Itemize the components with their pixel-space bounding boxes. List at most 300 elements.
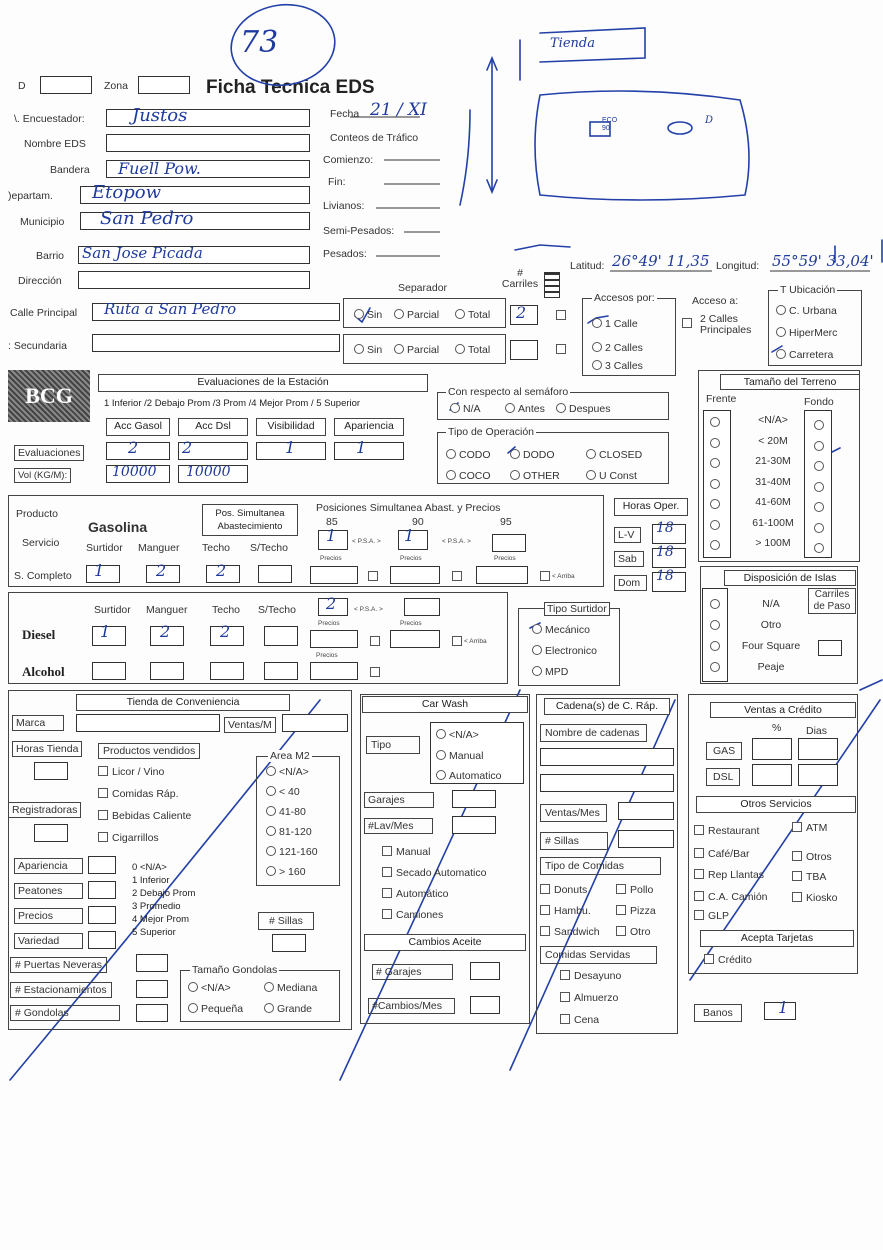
option-label: Donuts bbox=[554, 884, 588, 896]
otro-servicio-5[interactable] bbox=[792, 871, 826, 883]
dsl-pct-field[interactable] bbox=[752, 764, 792, 786]
gondola-mediana[interactable] bbox=[264, 982, 317, 994]
tipo-comida-1[interactable] bbox=[616, 884, 653, 896]
hw-municipio: San Pedro bbox=[100, 208, 194, 229]
nombre-cadenas-label: Nombre de cadenas bbox=[540, 724, 647, 742]
radio-icon bbox=[266, 866, 276, 876]
tienda-eval-label: Peatones bbox=[14, 883, 83, 899]
tipo-comida-2[interactable] bbox=[540, 905, 591, 917]
tienda-eval-field-3[interactable] bbox=[88, 931, 116, 949]
ventas-label: Ventas/M bbox=[224, 717, 276, 733]
a-manguer-field[interactable] bbox=[150, 662, 184, 680]
hw-tienda: Tienda bbox=[550, 36, 595, 51]
hw-pos-90: 1 bbox=[404, 526, 415, 545]
option-label: <N/A> bbox=[449, 729, 479, 741]
carwash-title: Car Wash bbox=[362, 696, 528, 713]
d-precio-1-field[interactable] bbox=[310, 630, 358, 648]
terreno-option-label: <N/A> bbox=[758, 414, 788, 426]
traffic-lanes-icon bbox=[544, 272, 560, 298]
scale-item: 5 Superior bbox=[132, 927, 176, 938]
checkbox-icon bbox=[792, 822, 802, 832]
islas-option-label: Otro bbox=[760, 619, 782, 631]
pesados-label: Pesados: bbox=[323, 248, 367, 260]
eval-apariencia-field[interactable] bbox=[334, 442, 404, 460]
option-label: Comidas Ráp. bbox=[112, 788, 179, 800]
radio-icon bbox=[188, 1003, 198, 1013]
precios-3: Precios bbox=[494, 555, 516, 562]
fondo-label: Fondo bbox=[804, 396, 834, 408]
hw-vol-gasol: 10000 bbox=[112, 464, 157, 480]
neveras-label: # Puertas Neveras bbox=[10, 957, 107, 973]
option-label: Pollo bbox=[630, 884, 654, 896]
octano-95: 95 bbox=[500, 516, 512, 528]
gondolas-field[interactable] bbox=[136, 1004, 168, 1022]
otro-servicio-8[interactable] bbox=[694, 910, 729, 922]
operacion-uconst[interactable] bbox=[586, 470, 637, 482]
option-label: CODO bbox=[459, 449, 491, 461]
banos-label: Banos bbox=[694, 1004, 742, 1022]
frente-radio-1[interactable] bbox=[710, 438, 720, 448]
d-col-stecho: S/Techo bbox=[258, 604, 296, 616]
tipo-na[interactable] bbox=[436, 729, 479, 741]
a-surtidor-field[interactable] bbox=[92, 662, 126, 680]
tipo-comida-3[interactable] bbox=[616, 905, 656, 917]
ubicacion-carretera[interactable] bbox=[776, 349, 833, 361]
surtidor-mpd[interactable] bbox=[532, 666, 568, 678]
checkbox-icon bbox=[616, 884, 626, 894]
fecha-label: Fecha bbox=[330, 108, 360, 120]
radio-icon bbox=[455, 309, 465, 319]
hw-bandera: Fuell Pow. bbox=[118, 159, 201, 178]
hw-horas-lv: 18 bbox=[656, 520, 674, 536]
page-title: Ficha Tecnica EDS bbox=[206, 77, 375, 98]
option-label: Parcial bbox=[407, 309, 440, 321]
tienda-eval-field-2[interactable] bbox=[88, 906, 116, 924]
area-label: Area M2 bbox=[270, 750, 310, 762]
checkbox-icon bbox=[98, 810, 108, 820]
four-square-field[interactable] bbox=[818, 640, 842, 656]
dsl-dias-field[interactable] bbox=[798, 764, 838, 786]
radio-icon bbox=[776, 327, 786, 337]
radio-icon bbox=[436, 750, 446, 760]
c-garajes-label: # Garajes bbox=[372, 964, 453, 980]
semaforo-antes[interactable] bbox=[505, 403, 545, 415]
credito-checkbox[interactable] bbox=[704, 954, 752, 966]
producto-item-3[interactable] bbox=[98, 832, 159, 844]
sep-secundaria-total[interactable] bbox=[455, 344, 490, 356]
d-pos-2-field[interactable] bbox=[404, 598, 440, 616]
producto-item-1[interactable] bbox=[98, 788, 179, 800]
gas-dias-field[interactable] bbox=[798, 738, 838, 760]
operacion-codo[interactable] bbox=[446, 449, 491, 461]
radio-icon bbox=[264, 982, 274, 992]
hw-survey-number: 73 bbox=[240, 25, 279, 60]
sc-precio-85-field[interactable] bbox=[310, 566, 358, 584]
hw-d-pos: 2 bbox=[326, 594, 337, 613]
c-cambios-field[interactable] bbox=[470, 996, 500, 1014]
latitud-label: Latitud: bbox=[570, 260, 605, 272]
area-item-2[interactable] bbox=[266, 806, 306, 818]
hw-barrio: San Jose Picada bbox=[82, 244, 203, 262]
gasolina-label: Gasolina bbox=[88, 519, 148, 535]
hw-banos: 1 bbox=[778, 998, 789, 1017]
calle-principal-label: Calle Principal bbox=[10, 307, 78, 319]
accesos-1calle[interactable] bbox=[592, 318, 638, 330]
cadena-sillas-label: # Sillas bbox=[540, 832, 608, 850]
pos-sim-label: Pos. Simultanea Abastecimiento bbox=[202, 504, 298, 536]
psa-1: < P.S.A. > bbox=[352, 538, 381, 545]
sep-principal-total[interactable] bbox=[455, 309, 490, 321]
hw-acc-dsl: 2 bbox=[182, 438, 193, 457]
islas-title: Disposición de Islas bbox=[724, 570, 856, 586]
semipesados-label: Semi-Pesados: bbox=[323, 225, 395, 237]
checkbox-icon bbox=[792, 892, 802, 902]
otro-servicio-2[interactable] bbox=[694, 848, 749, 860]
d-col-techo: Techo bbox=[212, 604, 241, 616]
horas-title: Horas Oper. bbox=[614, 498, 688, 516]
d-col-manguer: Manguer bbox=[146, 604, 188, 616]
radio-icon bbox=[510, 470, 520, 480]
estacionamientos-field[interactable] bbox=[136, 980, 168, 998]
productos-label: Productos vendidos bbox=[98, 743, 200, 759]
radio-icon bbox=[556, 403, 566, 413]
precios-1: Precios bbox=[320, 555, 342, 562]
d-1-check[interactable] bbox=[370, 636, 380, 646]
terreno-option-label: 31-40M bbox=[755, 475, 791, 488]
option-label: Hambu. bbox=[554, 905, 591, 917]
sc-95-check[interactable] bbox=[540, 571, 550, 581]
arriba-label: < Arriba bbox=[552, 573, 575, 580]
id-label: D bbox=[18, 80, 26, 92]
area-item-3[interactable] bbox=[266, 826, 312, 838]
checkbox-icon bbox=[560, 992, 570, 1002]
option-label: Manual bbox=[396, 846, 431, 858]
tienda-eval-label: Apariencia bbox=[14, 858, 83, 874]
lav-label: #Lav/Mes bbox=[364, 818, 433, 834]
octano-90: 90 bbox=[412, 516, 424, 528]
horas-row-label: Sab bbox=[614, 551, 644, 567]
frente-radio-3[interactable] bbox=[710, 479, 720, 489]
marca-field[interactable] bbox=[76, 714, 220, 732]
radio-icon bbox=[505, 403, 515, 413]
col-stecho: S/Techo bbox=[250, 542, 288, 554]
checkbox-icon bbox=[98, 788, 108, 798]
producto-item-0[interactable] bbox=[98, 766, 164, 778]
hw-departam: Etopow bbox=[92, 182, 161, 203]
comida-servida-0[interactable] bbox=[560, 970, 621, 982]
option-label: <N/A> bbox=[279, 766, 309, 778]
otro-servicio-6[interactable] bbox=[694, 891, 768, 903]
ubicacion-urbana[interactable] bbox=[776, 305, 837, 317]
fondo-radio-0[interactable] bbox=[814, 420, 824, 430]
nombre-cadena-field-2[interactable] bbox=[540, 774, 674, 792]
fondo-radio-4[interactable] bbox=[814, 502, 824, 512]
diesel-label: Diesel bbox=[22, 627, 56, 642]
lav-field[interactable] bbox=[452, 816, 496, 834]
area-item-1[interactable] bbox=[266, 786, 300, 798]
checkbox-icon bbox=[792, 851, 802, 861]
otro-servicio-4[interactable] bbox=[694, 869, 764, 881]
radio-icon bbox=[776, 305, 786, 315]
ubicacion-hipermerc[interactable] bbox=[776, 327, 837, 339]
fin-label: Fin: bbox=[328, 176, 346, 188]
otro-servicio-1[interactable] bbox=[792, 822, 827, 834]
option-label: Cena bbox=[574, 1014, 600, 1026]
checkbox-icon bbox=[382, 867, 392, 877]
a-precio-field[interactable] bbox=[310, 662, 358, 680]
option-label: CLOSED bbox=[599, 449, 643, 461]
option-label: Cigarrillos bbox=[112, 832, 159, 844]
sc-90-check[interactable] bbox=[452, 571, 462, 581]
surtidor-mecanico[interactable] bbox=[532, 624, 590, 636]
islas-option-label: Four Square bbox=[741, 640, 801, 652]
fondo-radio-6[interactable] bbox=[814, 543, 824, 553]
c-cambios-label: #Cambios/Mes bbox=[368, 998, 455, 1014]
sillas-field[interactable] bbox=[272, 934, 306, 952]
terreno-option-label: > 100M bbox=[755, 537, 791, 549]
radio-icon bbox=[592, 360, 602, 370]
evaluaciones-scale: 1 Inferior /2 Debajo Prom /3 Prom /4 Mejor Prom / 5 Superior bbox=[104, 398, 361, 409]
garajes-field[interactable] bbox=[452, 790, 496, 808]
option-label: Almuerzo bbox=[574, 992, 619, 1004]
radio-icon bbox=[455, 344, 465, 354]
checkbox-icon bbox=[694, 891, 704, 901]
option-label: Café/Bar bbox=[708, 848, 750, 860]
col-visibilidad: Visibilidad bbox=[256, 418, 326, 436]
tipo-automatico[interactable] bbox=[436, 770, 502, 782]
semaforo-despues[interactable] bbox=[556, 403, 610, 415]
tipo-comida-4[interactable] bbox=[540, 926, 600, 938]
col-acc-dsl: Acc Dsl bbox=[178, 418, 248, 436]
option-label: Kiosko bbox=[806, 892, 838, 904]
tipo-comida-5[interactable] bbox=[616, 926, 650, 938]
comidas-servidas-label: Comidas Servidas bbox=[540, 946, 657, 964]
radio-icon bbox=[450, 403, 460, 413]
gondola-grande[interactable] bbox=[264, 1003, 312, 1015]
col-techo: Techo bbox=[202, 542, 231, 554]
otros-title: Otros Servicios bbox=[696, 796, 856, 813]
carwash-item-1[interactable] bbox=[382, 867, 486, 879]
scale-item: 1 Inferior bbox=[132, 875, 170, 886]
hw-horas-dom: 18 bbox=[656, 568, 674, 584]
nombre-cadena-field-1[interactable] bbox=[540, 748, 674, 766]
d-stecho-field[interactable] bbox=[264, 626, 298, 646]
d-psa: < P.S.A. > bbox=[354, 606, 383, 613]
gondola-na[interactable] bbox=[188, 982, 231, 994]
option-label: Automático bbox=[396, 888, 449, 900]
option-label: OTHER bbox=[523, 470, 560, 482]
hw-sc-surtidor: 1 bbox=[94, 561, 105, 580]
radio-icon bbox=[394, 344, 404, 354]
tienda-eval-field-0[interactable] bbox=[88, 856, 116, 874]
sep-secundaria-check[interactable] bbox=[556, 344, 566, 354]
checkbox-icon bbox=[616, 905, 626, 915]
scale-item: 4 Mejor Prom bbox=[132, 914, 190, 925]
carwash-item-2[interactable] bbox=[382, 888, 449, 900]
semaforo-na[interactable] bbox=[450, 403, 481, 415]
sc-stecho-field[interactable] bbox=[258, 565, 292, 583]
radio-icon bbox=[266, 846, 276, 856]
sc-85-check[interactable] bbox=[368, 571, 378, 581]
option-label: Antes bbox=[518, 403, 545, 415]
gondolas-label: # Gondolas bbox=[10, 1005, 120, 1021]
cadena-sillas-field[interactable] bbox=[618, 830, 674, 848]
registradoras-field[interactable] bbox=[34, 824, 68, 842]
neveras-field[interactable] bbox=[136, 954, 168, 972]
d-col-surtidor: Surtidor bbox=[94, 604, 131, 616]
producto-item-2[interactable] bbox=[98, 810, 191, 822]
option-label: 121-160 bbox=[279, 846, 318, 858]
operacion-closed[interactable] bbox=[586, 449, 642, 461]
scale-item: 0 <N/A> bbox=[132, 862, 167, 873]
sep-principal-check[interactable] bbox=[556, 310, 566, 320]
radio-icon bbox=[266, 786, 276, 796]
acceso-2calles-check[interactable] bbox=[682, 318, 692, 328]
frente-radio-4[interactable] bbox=[710, 499, 720, 509]
islas-radio-1[interactable] bbox=[710, 620, 720, 630]
surtidor-electronico[interactable] bbox=[532, 645, 597, 657]
islas-radio-3[interactable] bbox=[710, 662, 720, 672]
option-label: GLP bbox=[708, 910, 730, 922]
hw-sc-techo: 2 bbox=[216, 561, 227, 580]
sep-principal-sin[interactable] bbox=[354, 309, 382, 321]
a-precios: Precios bbox=[316, 652, 338, 659]
octano-85: 85 bbox=[326, 516, 338, 528]
islas-option-label: N/A bbox=[762, 598, 780, 610]
checkbox-icon bbox=[694, 910, 704, 920]
tipo-comida-0[interactable] bbox=[540, 884, 587, 896]
operacion-other[interactable] bbox=[510, 470, 560, 482]
option-label: Manual bbox=[449, 750, 484, 762]
area-item-4[interactable] bbox=[266, 846, 318, 858]
area-item-0[interactable] bbox=[266, 766, 309, 778]
fondo-radio-3[interactable] bbox=[814, 482, 824, 492]
estacionamientos-label: # Estacionamientos bbox=[10, 982, 112, 998]
fondo-radio-1[interactable] bbox=[814, 441, 824, 451]
hw-d-manguer: 2 bbox=[160, 622, 171, 641]
radio-icon bbox=[532, 666, 542, 676]
gas-pct-field[interactable] bbox=[752, 738, 792, 760]
tienda-eval-field-1[interactable] bbox=[88, 881, 116, 899]
option-label: N/A bbox=[463, 403, 481, 415]
checkbox-icon bbox=[694, 869, 704, 879]
frente-radio-2[interactable] bbox=[710, 458, 720, 468]
carwash-item-0[interactable] bbox=[382, 846, 430, 858]
radio-icon bbox=[266, 766, 276, 776]
option-label: MPD bbox=[545, 666, 569, 678]
operacion-coco[interactable] bbox=[446, 470, 491, 482]
option-label: < 40 bbox=[279, 786, 300, 798]
area-item-5[interactable] bbox=[266, 866, 306, 878]
checkbox-icon bbox=[704, 954, 714, 964]
a-techo-field[interactable] bbox=[210, 662, 244, 680]
horas-tienda-field[interactable] bbox=[34, 762, 68, 780]
accesos-3calles[interactable] bbox=[592, 360, 643, 372]
tipo-manual[interactable] bbox=[436, 750, 483, 762]
posiciones-label: Posiciones Simultanea Abast. y Precios bbox=[316, 502, 501, 514]
hw-visibilidad: 1 bbox=[285, 438, 296, 457]
radio-icon bbox=[446, 449, 456, 459]
scale-item: 2 Debajo Prom bbox=[132, 888, 196, 899]
islas-radio-0[interactable] bbox=[710, 599, 720, 609]
pos-95-field[interactable] bbox=[492, 534, 526, 552]
sc-precio-95-field[interactable] bbox=[476, 566, 528, 584]
radio-icon bbox=[532, 645, 542, 655]
frente-radio-6[interactable] bbox=[710, 540, 720, 550]
frente-radio-0[interactable] bbox=[710, 417, 720, 427]
frente-radio-5[interactable] bbox=[710, 520, 720, 530]
sep-secundaria-sin[interactable] bbox=[354, 344, 382, 356]
comida-servida-1[interactable] bbox=[560, 992, 618, 1004]
checkbox-icon bbox=[540, 926, 550, 936]
comida-servida-2[interactable] bbox=[560, 1014, 599, 1026]
otro-servicio-7[interactable] bbox=[792, 892, 838, 904]
gondola-pequena[interactable] bbox=[188, 1003, 243, 1015]
a-check[interactable] bbox=[370, 667, 380, 677]
col-apariencia: Apariencia bbox=[334, 418, 404, 436]
option-label: 1 Calle bbox=[605, 318, 638, 330]
barrio-label: Barrio bbox=[36, 250, 65, 262]
fondo-radio-2[interactable] bbox=[814, 461, 824, 471]
otro-servicio-3[interactable] bbox=[792, 851, 832, 863]
option-label: Otro bbox=[630, 926, 651, 938]
fondo-radio-5[interactable] bbox=[814, 523, 824, 533]
semaforo-label: Con respecto al semáforo bbox=[448, 386, 569, 398]
sep-secundaria-parcial[interactable] bbox=[394, 344, 439, 356]
d-precio-2-field[interactable] bbox=[390, 630, 440, 648]
acceso-a-option: 2 Calles Principales bbox=[700, 313, 752, 336]
zona-label: Zona bbox=[104, 80, 128, 92]
hw-sc-manguer: 2 bbox=[156, 561, 167, 580]
tienda-eval-label: Variedad bbox=[14, 933, 83, 949]
d-2-check[interactable] bbox=[452, 636, 462, 646]
option-label: TBA bbox=[806, 871, 827, 883]
ventas-field[interactable] bbox=[282, 714, 348, 732]
checkbox-icon bbox=[98, 766, 108, 776]
option-label: Sin bbox=[367, 344, 383, 356]
otro-servicio-0[interactable] bbox=[694, 825, 759, 837]
hw-carriles: 2 bbox=[516, 303, 527, 322]
option-label: Licor / Vino bbox=[112, 766, 165, 778]
option-label: Pizza bbox=[630, 905, 656, 917]
hw-encuestador: Justos bbox=[132, 105, 188, 126]
d-precios-1: Precios bbox=[318, 620, 340, 627]
producto-label: Producto bbox=[16, 508, 59, 520]
sc-precio-90-field[interactable] bbox=[390, 566, 440, 584]
radio-icon bbox=[510, 449, 520, 459]
islas-radio-2[interactable] bbox=[710, 641, 720, 651]
hw-d-surtidor: 1 bbox=[100, 622, 111, 641]
terreno-option-label: 21-30M bbox=[755, 455, 791, 467]
ventas-mes-field[interactable] bbox=[618, 802, 674, 820]
tipo-label: Tipo bbox=[366, 736, 420, 754]
operacion-label: Tipo de Operación bbox=[448, 426, 534, 438]
option-label: Restaurant bbox=[708, 825, 760, 837]
operacion-dodo[interactable] bbox=[510, 449, 555, 461]
c-garajes-field[interactable] bbox=[470, 962, 500, 980]
carriles-paso-label: Carriles de Paso bbox=[808, 588, 856, 614]
hw-latitud: 26°49' 11,35 bbox=[612, 252, 710, 270]
dsl-label: DSL bbox=[706, 768, 740, 786]
carriles-secundaria-field[interactable] bbox=[510, 340, 538, 360]
frente-label: Frente bbox=[706, 393, 737, 405]
accesos-2calles[interactable] bbox=[592, 342, 643, 354]
radio-icon bbox=[586, 470, 596, 480]
scale-item: 3 Promedio bbox=[132, 901, 181, 912]
sep-principal-parcial[interactable] bbox=[394, 309, 439, 321]
carwash-item-3[interactable] bbox=[382, 909, 443, 921]
a-stecho-field[interactable] bbox=[264, 662, 298, 680]
